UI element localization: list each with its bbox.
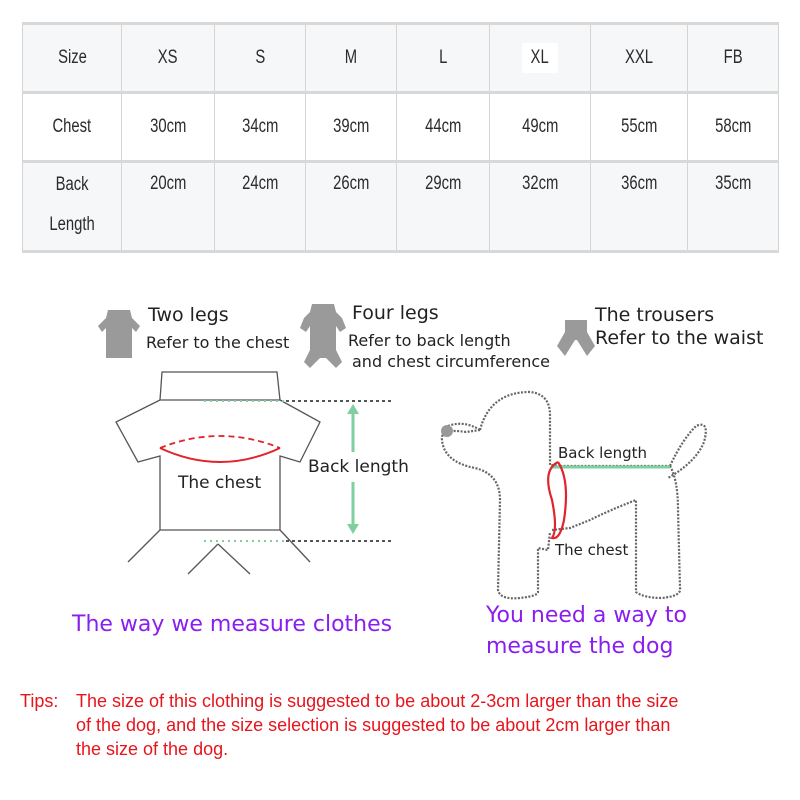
header-cell-xs: XS [122,24,215,93]
table-cell: 20cm [122,162,215,252]
header-cell-xxl: XXL [591,24,688,93]
header-cell-s: S [215,24,306,93]
table-cell: 44cm [397,93,490,162]
dog-chest-label: The chest [555,541,629,559]
header-cell-size: Size [23,24,122,93]
table-cell: 30cm [122,93,215,162]
table-cell: 24cm [215,162,306,252]
dog-back-length-label: Back length [558,444,647,462]
header-cell-m: M [306,24,397,93]
table-cell: 34cm [215,93,306,162]
table-cell: 26cm [306,162,397,252]
header-cell-xl: XL [490,24,591,93]
table-cell: 58cm [688,93,779,162]
four-legs-subtitle-line2: and chest circumference [352,352,550,371]
row-label-chest: Chest [23,93,122,162]
table-header-row [23,24,779,93]
tips-line-1: The size of this clothing is suggested to be about 2-3cm larger than the size [76,691,679,711]
table-row-chest [23,93,779,162]
trousers-icon [555,318,597,360]
table-cell: 55cm [591,93,688,162]
dog-measurement-diagram [420,370,720,610]
table-cell: 35cm [688,162,779,252]
tips-line-2: of the dog, and the size selection is suggested to be about 2cm larger than [76,715,671,735]
clothes-caption: The way we measure clothes [72,612,393,637]
trousers-title: The trousers [595,304,715,326]
table-row-back-length [23,162,779,252]
tips-prefix: Tips: [20,691,59,711]
table-cell: 39cm [306,93,397,162]
dog-caption-line2: measure the dog [486,634,674,659]
tips-line-3: the size of the dog. [76,739,229,759]
row-label-back-length: Back Length [23,162,122,252]
four-legs-subtitle-line1: Refer to back length [348,331,511,350]
clothes-chest-label: The chest [178,473,262,493]
table-cell: 49cm [490,93,591,162]
table-cell: 29cm [397,162,490,252]
header-cell-fb: FB [688,24,779,93]
size-chart-table [22,22,779,253]
two-legs-shirt-icon [96,308,142,360]
two-legs-subtitle: Refer to the chest [146,333,290,352]
table-cell: 36cm [591,162,688,252]
trousers-subtitle: Refer to the waist [595,327,764,349]
table-cell: 32cm [490,162,591,252]
clothes-back-length-label: Back length [308,457,409,477]
four-legs-title: Four legs [352,302,439,324]
header-cell-l: L [397,24,490,93]
two-legs-title: Two legs [148,304,229,326]
dog-caption-line1: You need a way to [486,603,687,628]
